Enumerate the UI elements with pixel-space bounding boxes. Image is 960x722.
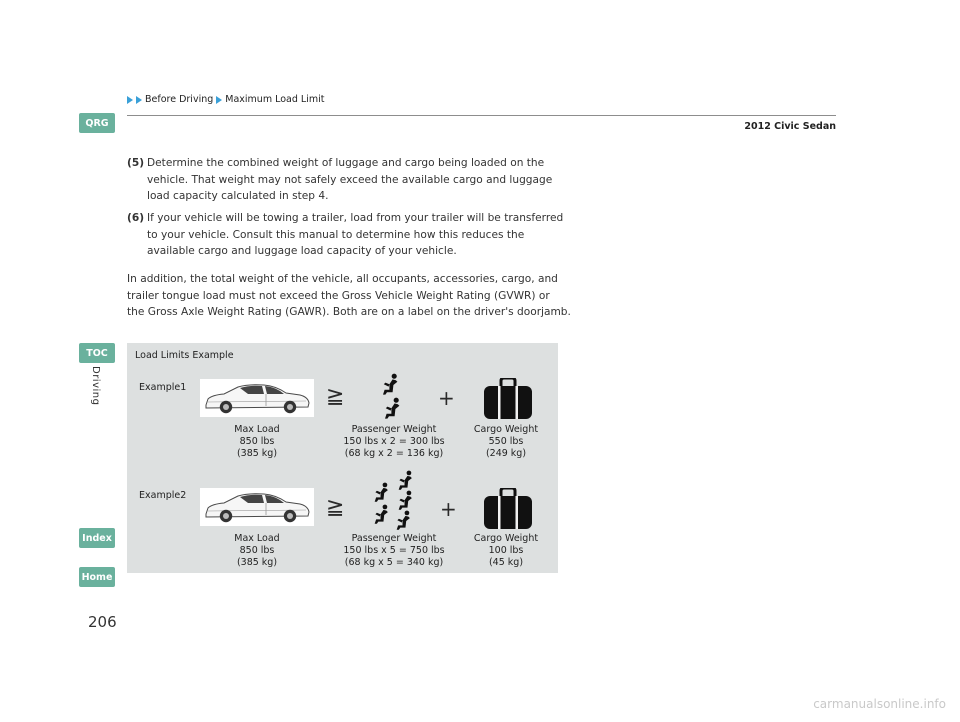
geq-symbol: ≧ [326,384,345,409]
paragraph-line: In addition, the total weight of the vehicle, all occupants, accessories, cargo, and [127,273,558,285]
panel-title: Load Limits Example [135,350,234,361]
watermark: carmanualsonline.info [813,697,946,711]
caption-line: (249 kg) [485,448,527,459]
passenger-icons [368,470,424,534]
cargo-weight-caption [466,424,546,460]
person-icon [385,398,399,419]
caption-line: Cargo Weight [473,424,539,435]
toc-tab[interactable]: TOC [79,343,115,363]
person-icon [375,505,388,524]
passenger-weight-caption [334,533,454,569]
max-load-caption [217,424,297,460]
caption-line: (385 kg) [236,448,278,459]
step-number: (6) [127,212,145,224]
page-number: 206 [88,613,117,631]
caption-line: 150 lbs x 5 = 750 lbs [343,545,445,556]
plus-symbol: + [440,497,457,521]
breadcrumb-arrow-icon [216,96,222,104]
caption-line: 850 lbs [239,545,275,556]
step-6 [127,210,587,260]
person-icon [399,491,412,510]
paragraph-line: the Gross Axle Weight Rating (GAWR). Both are on a label on the driver's doorjamb. [127,306,571,319]
step-line: If your vehicle will be towing a trailer, load from your trailer will be transferred [147,212,564,224]
car-image [200,379,314,417]
person-icon [375,483,388,502]
gvwr-paragraph [127,271,587,321]
caption-line: 150 lbs x 2 = 300 lbs [343,436,445,447]
caption-line: 550 lbs [488,436,524,447]
section-label: Driving [90,366,101,406]
cargo-weight-caption [466,533,546,569]
car-icon [200,488,314,526]
step-line: Determine the combined weight of luggage and cargo being loaded on the [147,157,545,169]
header-divider [127,115,836,116]
max-load-caption [217,533,297,569]
caption-line: Max Load [234,533,280,544]
caption-line: (385 kg) [236,557,278,568]
person-icon [399,471,412,490]
passenger-weight-caption [334,424,454,460]
passenger-icons [380,373,406,423]
person-icon [383,374,397,395]
caption-line: Cargo Weight [473,533,539,544]
luggage-icon [483,378,533,420]
caption-line: (68 kg x 2 = 136 kg) [344,448,444,459]
example1-label: Example1 [139,382,187,393]
index-tab[interactable]: Index [79,528,115,548]
car-image [200,488,314,526]
qrg-tab[interactable]: QRG [79,113,115,133]
breadcrumb-item-maximum-load-limit: Maximum Load Limit [225,94,325,105]
example2-label: Example2 [139,490,187,501]
step-line: load capacity calculated in step 4. [147,190,329,203]
step-line: available cargo and luggage load capacity of your vehicle. [147,245,457,258]
step-line: vehicle. That weight may not safely exceed the available cargo and luggage [147,173,553,186]
caption-line: (45 kg) [488,557,524,568]
home-tab[interactable]: Home [79,567,115,587]
step-5 [127,155,587,205]
vehicle-name: 2012 Civic Sedan [744,121,836,132]
breadcrumb-arrow-icon [136,96,142,104]
caption-line: 100 lbs [488,545,524,556]
step-line: to your vehicle. Consult this manual to determine how this reduces the [147,228,525,241]
person-icon [397,511,410,530]
paragraph-line: trailer tongue load must not exceed the Gross Vehicle Weight Rating (GVWR) or [127,289,550,302]
caption-line: Passenger Weight [351,533,437,544]
caption-line: (68 kg x 5 = 340 kg) [344,557,444,568]
geq-symbol: ≧ [326,495,345,520]
luggage-icon [483,488,533,530]
breadcrumb [127,94,324,105]
breadcrumb-item-before-driving[interactable]: Before Driving [145,94,214,105]
plus-symbol: + [438,386,455,410]
caption-line: 850 lbs [239,436,275,447]
caption-line: Passenger Weight [351,424,437,435]
car-icon [200,379,314,417]
step-number: (5) [127,157,145,169]
caption-line: Max Load [234,424,280,435]
breadcrumb-arrow-icon [127,96,133,104]
